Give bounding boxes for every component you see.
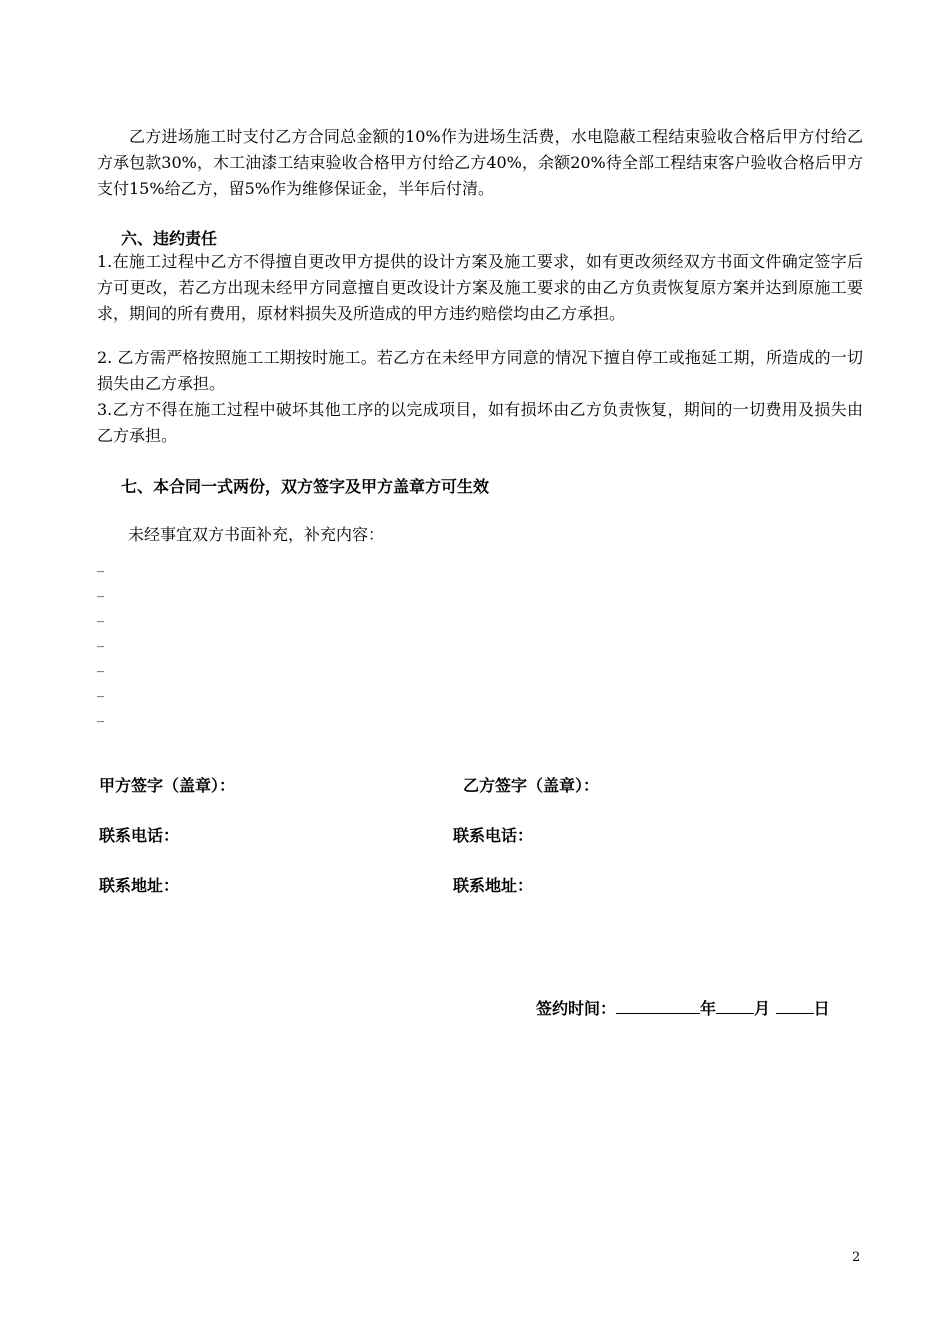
blank-line: _ (97, 607, 104, 623)
section-6-item-3: 3.乙方不得在施工过程中破坏其他工序的以完成项目，如有损坏由乙方负责恢复，期间的一切费用及损失由乙方承担。 (97, 400, 863, 445)
section-6-title: 六、违约责任 (121, 229, 218, 248)
year-blank[interactable] (616, 997, 700, 1014)
day-label: 日 (813, 999, 830, 1018)
payment-terms-paragraph: 乙方进场施工时支付乙方合同总金额的10%作为进场生活费，水电隐蔽工程结束验收合格后甲方付给乙方承包款30%，木工油漆工结束验收合格甲方付给乙方40%，余额20%待全部工程结束客户验收合格后甲方支付15%给乙方，留5%作为维修保证金，半年后付清。 (97, 127, 863, 198)
blank-line: _ (97, 557, 104, 573)
sign-date-label: 签约时间： (536, 999, 617, 1018)
month-blank[interactable] (716, 997, 754, 1014)
party-a-signature-label: 甲方签字（盖章）： (99, 776, 236, 795)
sign-date-row (536, 996, 866, 1022)
month-label: 月 (754, 999, 771, 1018)
party-a-phone-label: 联系电话： (99, 826, 180, 845)
section-7-title: 七、本合同一式两份，双方签字及甲方盖章方可生效 (121, 477, 490, 496)
blank-line: _ (97, 657, 104, 673)
section-6-item-2: 2. 乙方需严格按照施工工期按时施工。若乙方在未经甲方同意的情况下擅自停工或拖延工期，所造成的一切损失由乙方承担。 (97, 348, 863, 393)
section-6-item-1: 1.在施工过程中乙方不得擅自更改甲方提供的设计方案及施工要求，如有更改须经双方书面文件确定签字后方可更改，若乙方出现未经甲方同意擅自更改设计方案及施工要求的由乙方负责恢复原方案并达到原施工要求，期间的所有费用，原材料损失及所造成的甲方违约赔偿均由乙方承担。 (97, 252, 863, 323)
year-label: 年 (700, 999, 717, 1018)
party-a-address-label: 联系地址： (99, 876, 180, 895)
supplement-label: 未经事宜双方书面补充，补充内容： (128, 525, 385, 544)
day-blank[interactable] (776, 997, 814, 1014)
party-b-address-label: 联系地址： (453, 876, 534, 895)
blank-line: _ (97, 682, 104, 698)
blank-line: _ (97, 707, 104, 723)
blank-line: _ (97, 632, 104, 648)
party-b-phone-label: 联系电话： (453, 826, 534, 845)
party-b-signature-label: 乙方签字（盖章）： (463, 776, 600, 795)
blank-line: _ (97, 582, 104, 598)
page-number: 2 (852, 1250, 861, 1265)
